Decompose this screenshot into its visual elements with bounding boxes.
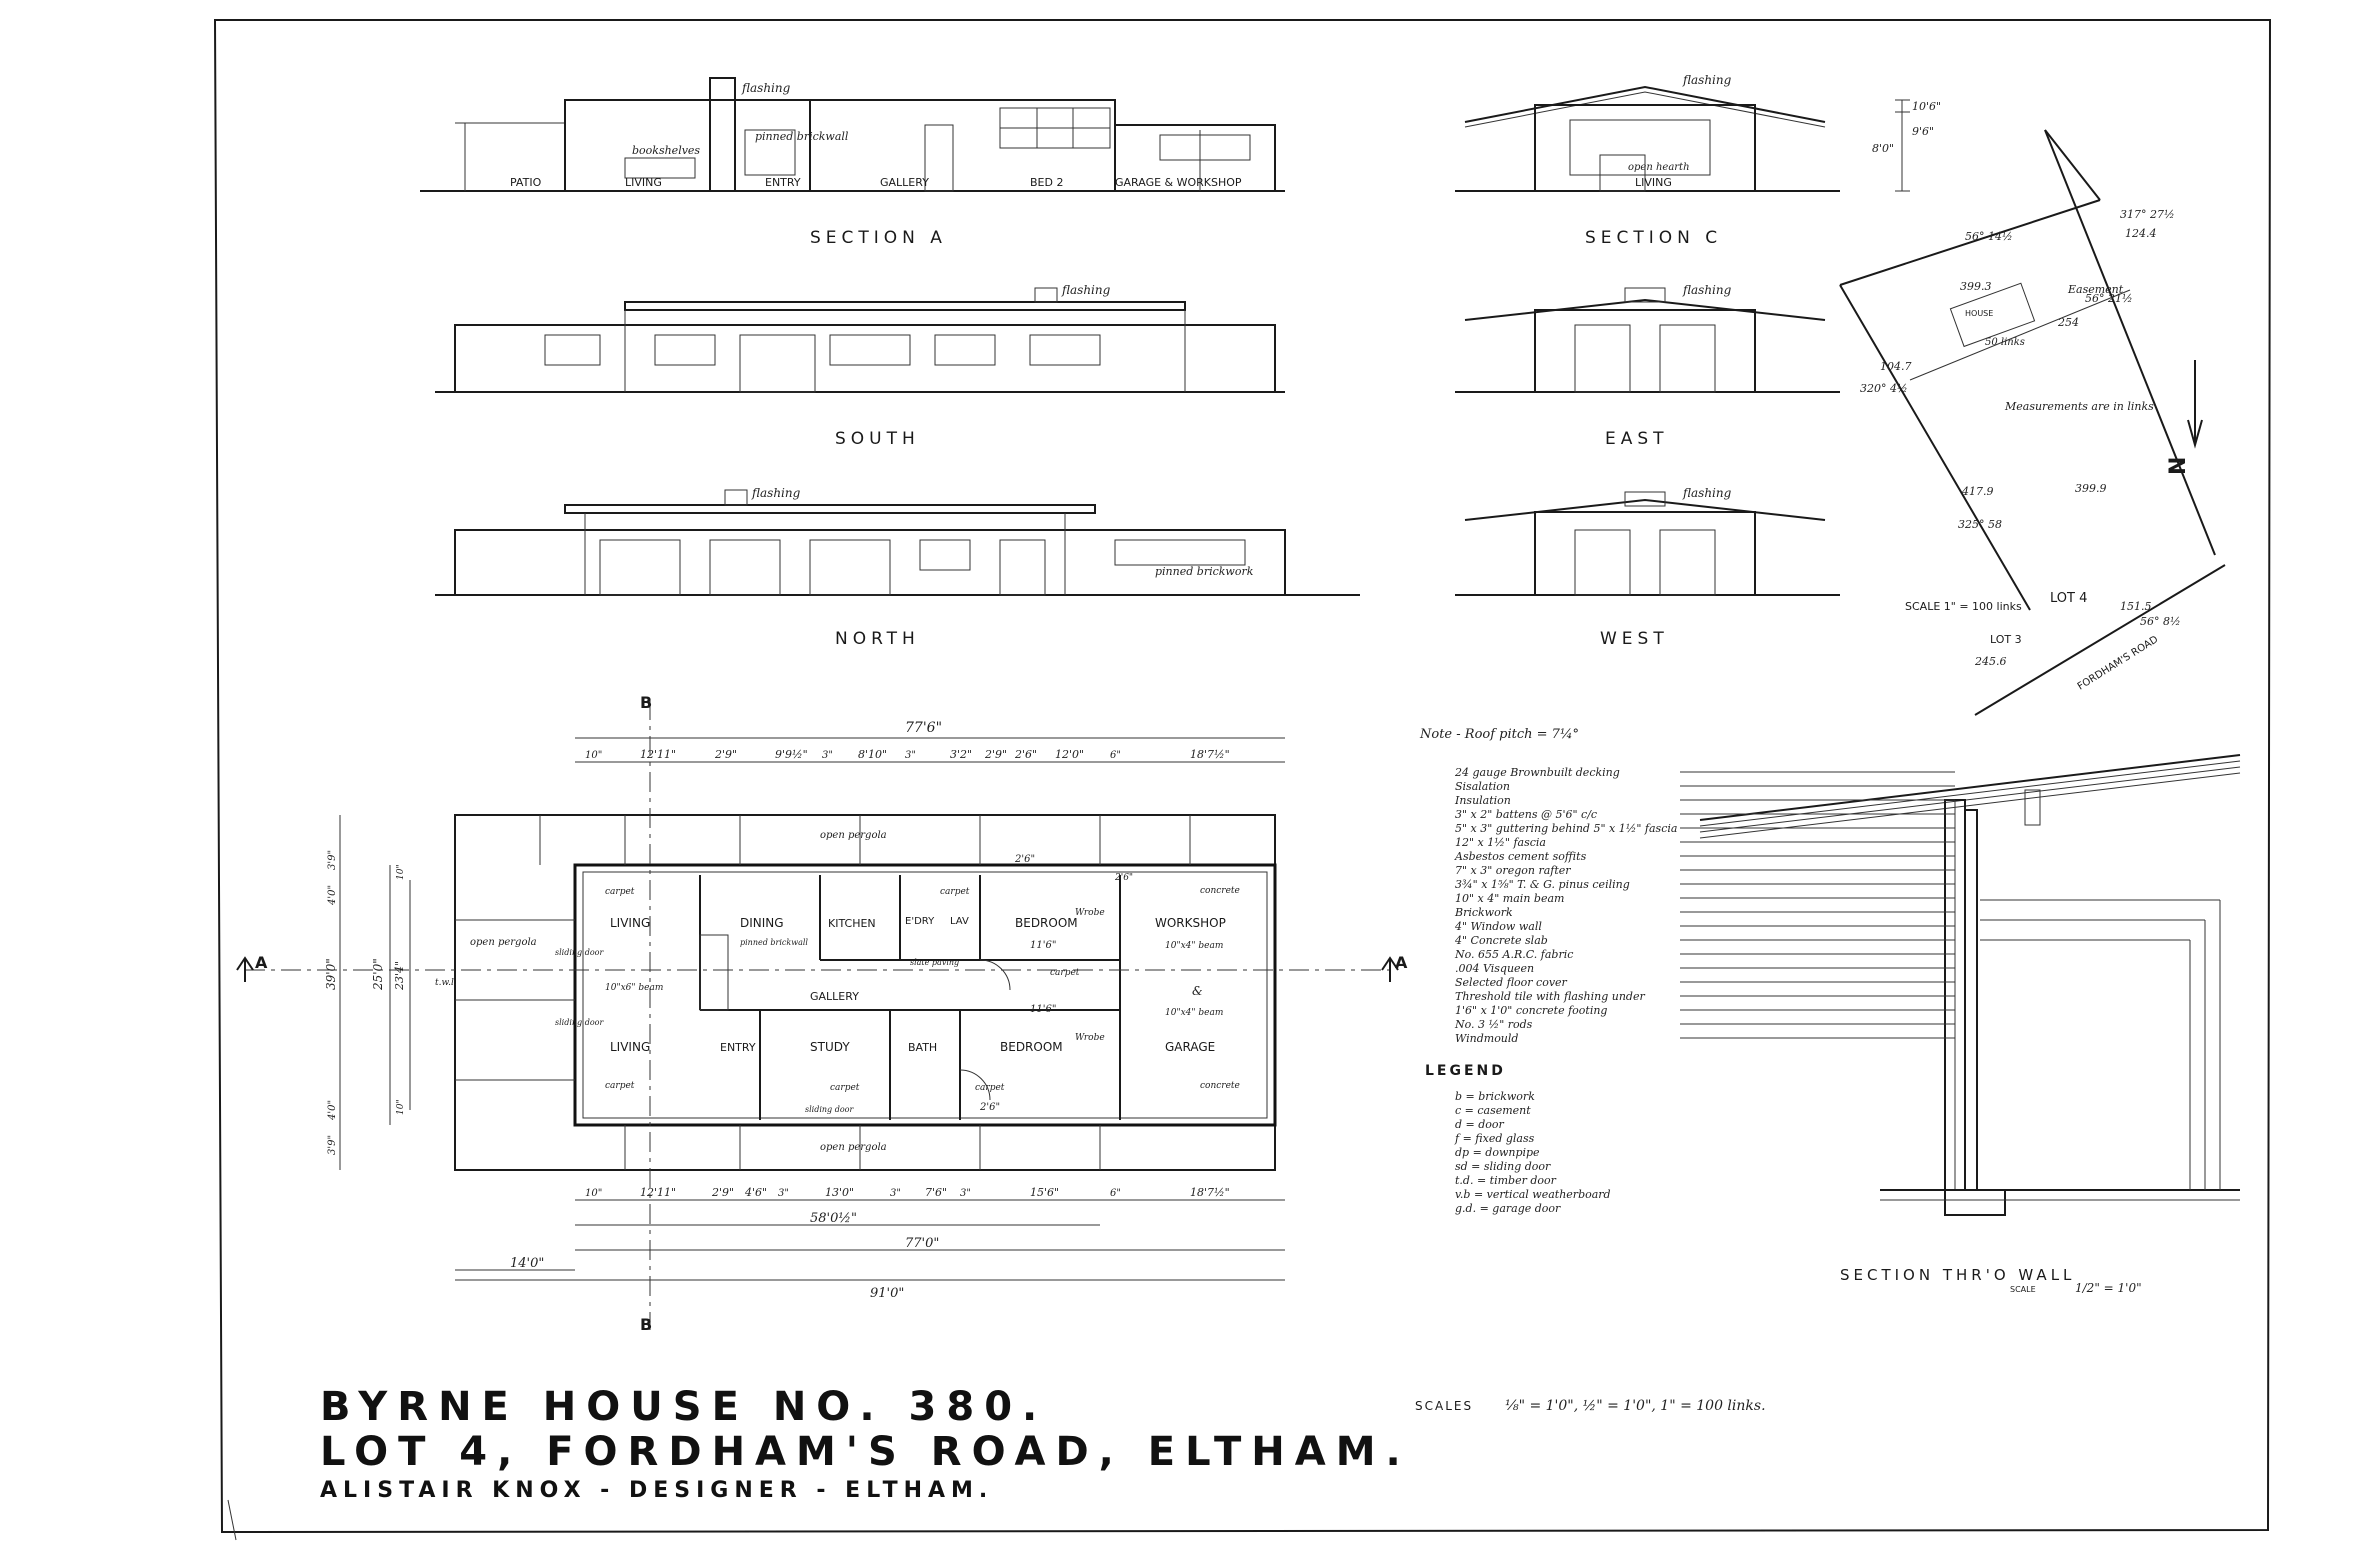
- section-a-label-living: LIVING: [625, 176, 662, 189]
- site-bearing-2: 56° 14½: [1965, 230, 2013, 243]
- east-flashing-note: flashing: [1683, 283, 1732, 297]
- plan-left-dim-7: 3'9": [327, 1134, 338, 1155]
- construction-note-item: 4" Concrete slab: [1455, 934, 1548, 947]
- plan-bottom-dim-6: 13'0": [825, 1186, 855, 1199]
- plan-room-living-lower: LIVING: [610, 1040, 651, 1054]
- north-brickwork-note: pinned brickwork: [1155, 565, 1254, 578]
- site-road-label: FORDHAM'S ROAD: [2075, 634, 2161, 693]
- section-a-label-garage-workshop: GARAGE & WORKSHOP: [1115, 176, 1242, 189]
- site-measure-4: 104.7: [1880, 360, 1912, 373]
- north-title: NORTH: [835, 629, 920, 649]
- plan-note-dim-2-6-a: 2'6": [1015, 854, 1036, 865]
- plan-note-pinned-brickwall: pinned brickwall: [740, 938, 808, 947]
- plan-note-beam-3: 10"x6" beam: [605, 983, 664, 993]
- legend-item: sd = sliding door: [1455, 1160, 1551, 1173]
- construction-note-item: 10" x 4" main beam: [1455, 892, 1565, 905]
- site-easement-note: Easement: [2068, 283, 2124, 296]
- site-measure-1: 124.4: [2125, 227, 2157, 240]
- site-bearing-4: 320° 4½: [1860, 382, 1908, 395]
- section-thro-wall-scale-value: 1/2" = 1'0": [2075, 1281, 2142, 1295]
- plan-note-sliding-3: sliding door: [805, 1105, 854, 1114]
- construction-note-item: .004 Visqueen: [1455, 962, 1535, 975]
- section-a-label-patio: PATIO: [510, 176, 542, 189]
- plan-room-garage: GARAGE: [1165, 1040, 1216, 1054]
- section-a-bookshelves-note: bookshelves: [632, 144, 701, 157]
- plan-note-pergola-bottom: open pergola: [820, 1142, 887, 1153]
- plan-note-carpet-3: carpet: [605, 1081, 635, 1091]
- construction-note-item: 12" x 1½" fascia: [1455, 836, 1546, 849]
- plan-note-ampersand: &: [1192, 984, 1203, 998]
- plan-note-carpet-4: carpet: [830, 1083, 860, 1093]
- site-measure-note: Measurements are in links: [2005, 400, 2154, 413]
- plan-top-dim-4: 9'9½": [775, 748, 808, 761]
- plan-bottom-dim-3: 2'9": [712, 1186, 735, 1199]
- title-line-3: ALISTAIR KNOX - DESIGNER - ELTHAM.: [320, 1478, 994, 1503]
- plan-top-dim-5: 3": [822, 750, 833, 761]
- legend-item: d = door: [1455, 1118, 1504, 1131]
- plan-top-dim-7: 3": [905, 750, 916, 761]
- floor-plan-drawing: [237, 700, 1398, 1330]
- sheet-border: [215, 20, 2270, 1540]
- plan-bottom-dim-7: 3": [890, 1188, 901, 1199]
- title-line-1: BYRNE HOUSE NO. 380.: [320, 1384, 1048, 1430]
- plan-room-workshop: WORKSHOP: [1155, 916, 1226, 930]
- site-scale-label: SCALE 1" = 100 links: [1905, 600, 2022, 613]
- construction-note-item: 3¾" x 1⅝" T. & G. pinus ceiling: [1455, 878, 1630, 891]
- plan-note-dim-11-6-a: 11'6": [1030, 940, 1057, 951]
- south-flashing-note: flashing: [1062, 283, 1111, 297]
- section-a-drawing: [420, 78, 1285, 191]
- construction-note-item: 24 gauge Brownbuilt decking: [1455, 766, 1620, 779]
- legend-item: f = fixed glass: [1455, 1132, 1535, 1145]
- site-measure-2: 399.3: [1960, 280, 1992, 293]
- section-a-brickwall-note: pinned brickwall: [755, 130, 849, 143]
- legend-item: g.d. = garage door: [1455, 1202, 1561, 1215]
- section-a-label-bed2: BED 2: [1030, 176, 1064, 189]
- section-thro-wall-drawing: [1680, 755, 2240, 1215]
- title-line-2: LOT 4, FORDHAM'S ROAD, ELTHAM.: [320, 1429, 1411, 1475]
- section-c-title: SECTION C: [1585, 228, 1723, 248]
- site-measure-7: 151.5: [2120, 600, 2152, 613]
- plan-left-dim-23: 23'4": [393, 960, 406, 990]
- plan-marker-b-bottom: B: [640, 1315, 653, 1334]
- section-a-label-gallery: GALLERY: [880, 176, 929, 189]
- east-title: EAST: [1605, 429, 1669, 449]
- legend-item: t.d. = timber door: [1455, 1174, 1556, 1187]
- construction-note-item: Selected floor cover: [1455, 976, 1567, 989]
- construction-note-item: Sisalation: [1455, 780, 1510, 793]
- construction-note-item: 5" x 3" guttering behind 5" x 1½" fascia: [1455, 822, 1678, 835]
- plan-note-sliding-2: sliding door: [555, 1018, 604, 1027]
- section-c-flashing-note: flashing: [1683, 73, 1732, 87]
- plan-bottom-dim-9: 3": [960, 1188, 971, 1199]
- plan-note-slate-paving: slate paving: [910, 958, 960, 967]
- west-title: WEST: [1600, 629, 1669, 649]
- plan-bottom-dim-5: 3": [778, 1188, 789, 1199]
- south-title: SOUTH: [835, 429, 920, 449]
- plan-bottom-dim-11: 6": [1110, 1188, 1121, 1199]
- west-elevation-drawing: [1455, 492, 1840, 595]
- plan-room-bedroom-upper: BEDROOM: [1015, 916, 1078, 930]
- construction-notes: [1419, 727, 1677, 1045]
- plan-room-dining: DINING: [740, 916, 784, 930]
- plan-top-dim-8: 3'2": [950, 748, 973, 761]
- plan-note-carpet-6: carpet: [940, 887, 970, 897]
- section-thro-wall-scale-label: SCALE: [2010, 1285, 2036, 1294]
- east-elevation-drawing: [1455, 288, 1840, 392]
- scales-label: SCALES: [1415, 1399, 1474, 1413]
- plan-room-bedroom-lower: BEDROOM: [1000, 1040, 1063, 1054]
- roof-pitch-note: Note - Roof pitch = 7¼°: [1420, 727, 1580, 742]
- construction-note-item: 3" x 2" battens @ 5'6" c/c: [1455, 808, 1598, 821]
- section-a-title: SECTION A: [810, 228, 947, 248]
- section-c-drawing: [1455, 87, 1910, 191]
- section-a-label-entry: ENTRY: [765, 176, 801, 189]
- construction-note-item: 7" x 3" oregon rafter: [1455, 864, 1571, 877]
- section-c-room-label: LIVING: [1635, 176, 1672, 189]
- plan-note-dim-11-6-b: 11'6": [1030, 1004, 1057, 1015]
- plan-bottom-dim-10: 15'6": [1030, 1186, 1060, 1199]
- plan-note-dim-2-6-c: 2'6": [1115, 873, 1134, 883]
- north-flashing-note: flashing: [752, 486, 801, 500]
- plan-note-concrete-2: concrete: [1200, 1081, 1240, 1091]
- plan-left-dim-8: 10": [396, 864, 406, 880]
- plan-top-dim-10: 2'6": [1015, 748, 1038, 761]
- site-lot4-label: LOT 4: [2050, 591, 2088, 606]
- plan-top-dim-12: 6": [1110, 750, 1121, 761]
- plan-left-dim-4: 3'9": [327, 849, 338, 870]
- plan-note-carpet-1: carpet: [605, 887, 635, 897]
- site-measure-9: 50 links: [1985, 337, 2025, 348]
- plan-note-wrobe-2: Wrobe: [1075, 1033, 1105, 1043]
- plan-note-beam-1: 10"x4" beam: [1165, 941, 1224, 951]
- site-measure-6: 399.9: [2075, 482, 2107, 495]
- plan-room-entry: ENTRY: [720, 1041, 756, 1054]
- legend-list: [1454, 1090, 1611, 1215]
- site-measure-5: 417.9: [1962, 485, 1994, 498]
- site-measure-3: 254: [2058, 316, 2079, 329]
- plan-note-concrete-1: concrete: [1200, 886, 1240, 896]
- construction-note-item: Windmould: [1455, 1032, 1519, 1045]
- construction-notes-list: [1454, 766, 1677, 1045]
- plan-top-dim-3: 2'9": [715, 748, 738, 761]
- construction-note-item: No. 3 ½" rods: [1455, 1018, 1533, 1031]
- plan-note-pergola-left: open pergola: [470, 937, 537, 948]
- plan-top-dim-9: 2'9": [985, 748, 1008, 761]
- plan-note-pergola-top: open pergola: [820, 830, 887, 841]
- plan-top-dim-6: 8'10": [858, 748, 888, 761]
- scales-value: ⅛" = 1'0", ½" = 1'0", 1" = 100 links.: [1505, 1398, 1766, 1414]
- construction-note-item: Insulation: [1455, 794, 1511, 807]
- title-block: [320, 1384, 1766, 1503]
- construction-note-item: 4" Window wall: [1455, 920, 1542, 933]
- section-a-flashing-note: flashing: [742, 81, 791, 95]
- section-c-dim-3: 8'0": [1872, 142, 1895, 155]
- construction-note-item: Asbestos cement soffits: [1455, 850, 1587, 863]
- plan-left-dim-6: 4'0": [327, 1099, 338, 1120]
- section-c-dim-1: 10'6": [1912, 100, 1942, 113]
- plan-note-dim-2-6-b: 2'6": [980, 1102, 1001, 1113]
- site-bearing-5: 325° 58: [1958, 518, 2002, 531]
- north-elevation-drawing: [435, 490, 1360, 595]
- legend-item: c = casement: [1455, 1104, 1531, 1117]
- plan-note-carpet-2: carpet: [1050, 968, 1080, 978]
- construction-note-item: 1'6" x 1'0" concrete footing: [1455, 1004, 1608, 1017]
- plan-bottom-dim-12: 18'7½": [1190, 1186, 1230, 1199]
- west-flashing-note: flashing: [1683, 486, 1732, 500]
- plan-room-gallery: GALLERY: [810, 990, 859, 1003]
- site-bearing-6: 56° 8½: [2140, 615, 2181, 628]
- plan-note-twl: t.w.l.: [435, 978, 457, 988]
- section-c-hearth-note: open hearth: [1628, 162, 1690, 173]
- plan-left-dim-25: 25'0": [371, 958, 385, 990]
- legend-title: LEGEND: [1425, 1063, 1506, 1079]
- plan-note-wrobe-1: Wrobe: [1075, 908, 1105, 918]
- legend-item: v.b = vertical weatherboard: [1455, 1188, 1611, 1201]
- plan-bottom-dim-58: 58'0½": [810, 1211, 857, 1226]
- plan-bottom-dim-4: 4'6": [745, 1186, 768, 1199]
- plan-note-carpet-5: carpet: [975, 1083, 1005, 1093]
- plan-top-dim-13: 18'7½": [1190, 748, 1230, 761]
- plan-bottom-dim-77: 77'0": [905, 1236, 940, 1251]
- site-bearing-1: 317° 27½: [2120, 208, 2175, 221]
- plan-bottom-dim-14: 14'0": [510, 1256, 545, 1271]
- site-bearing-3: 56° 21½: [2085, 292, 2133, 305]
- site-north-label: N: [2166, 456, 2191, 475]
- south-elevation-drawing: [435, 288, 1285, 392]
- plan-left-dim-39: 39'0": [324, 958, 338, 990]
- plan-marker-a-right: A: [1395, 953, 1408, 972]
- plan-top-dim-1: 10": [585, 750, 603, 761]
- construction-note-item: Threshold tile with flashing under: [1455, 990, 1645, 1003]
- plan-bottom-dim-2: 12'11": [640, 1186, 677, 1199]
- section-thro-wall-title: SECTION THR'O WALL: [1840, 1266, 2076, 1284]
- plan-bottom-dim-8: 7'6": [925, 1186, 948, 1199]
- plan-room-bath: BATH: [908, 1041, 938, 1054]
- plan-room-edry: E'DRY: [905, 916, 935, 927]
- plan-room-kitchen: KITCHEN: [828, 917, 876, 930]
- plan-room-study: STUDY: [810, 1040, 850, 1054]
- construction-note-item: Brickwork: [1455, 906, 1513, 919]
- legend-item: dp = downpipe: [1455, 1146, 1540, 1159]
- plan-note-beam-2: 10"x4" beam: [1165, 1008, 1224, 1018]
- section-c-dim-2: 9'6": [1912, 125, 1935, 138]
- site-measure-8: 245.6: [1975, 655, 2007, 668]
- plan-left-dim-5: 4'0": [327, 884, 338, 905]
- plan-marker-a-left: A: [255, 953, 268, 972]
- plan-top-dim-2: 12'11": [640, 748, 677, 761]
- plan-marker-b-top: B: [640, 693, 653, 712]
- plan-bottom-dim-91: 91'0": [870, 1286, 905, 1301]
- legend-item: b = brickwork: [1455, 1090, 1535, 1103]
- plan-note-sliding-1: sliding door: [555, 948, 604, 957]
- plan-bottom-dim-1: 10": [585, 1188, 603, 1199]
- site-lot3-label: LOT 3: [1990, 633, 2022, 646]
- plan-room-living-upper: LIVING: [610, 916, 651, 930]
- plan-room-lav: LAV: [950, 916, 969, 927]
- plan-left-dim-9: 10": [396, 1099, 406, 1115]
- plan-top-overall-dim: 77'6": [905, 720, 943, 736]
- legend: [1425, 1063, 1611, 1215]
- site-house-label: HOUSE: [1965, 309, 1994, 318]
- plan-top-dim-11: 12'0": [1055, 748, 1085, 761]
- construction-note-item: No. 655 A.R.C. fabric: [1455, 948, 1574, 961]
